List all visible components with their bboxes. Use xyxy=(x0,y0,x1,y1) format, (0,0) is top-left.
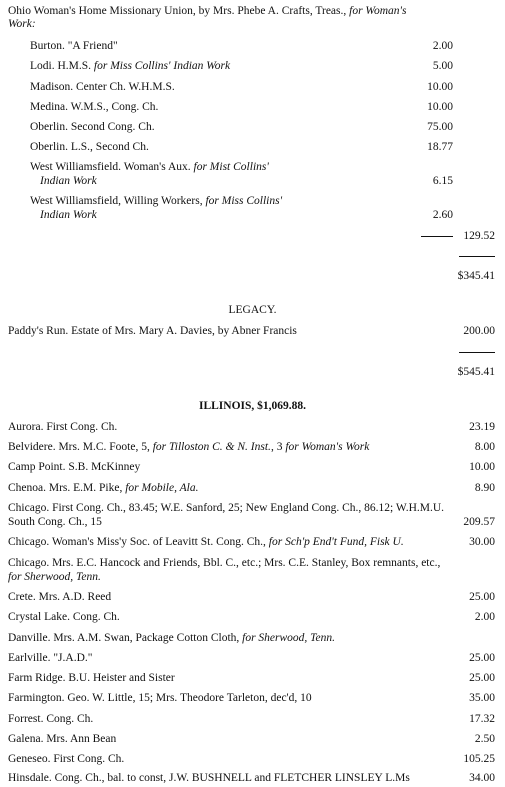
legacy-total-rule xyxy=(459,352,495,353)
illinois-entry: Farm Ridge. B.U. Heister and Sister xyxy=(8,672,175,684)
ohio-header-line-1: Ohio Woman's Home Missionary Union, by Mrs. Phebe A. Crafts, Treas., for Woman's xyxy=(8,5,407,17)
illinois-entry: Chenoa. Mrs. E.M. Pike, for Mobile, Ala. xyxy=(8,482,199,494)
ohio-item-text: Medina. W.M.S., Cong. Ch. xyxy=(30,101,159,113)
illinois-amount: 209.57 xyxy=(463,516,495,528)
illinois-amount: 8.90 xyxy=(474,482,495,494)
illinois-entry: Geneseo. First Cong. Ch. xyxy=(8,753,125,765)
ohio-item-amount: 2.00 xyxy=(432,40,453,52)
ohio-item-text: Lodi. H.M.S. for Miss Collins' Indian Work xyxy=(30,60,231,72)
illinois-amount: 34.00 xyxy=(469,772,495,784)
illinois-entry: Chicago. First Cong. Ch., 83.45; W.E. Sanford, 25; New England Cong. Ch., 86.12; W.H.M.U. xyxy=(8,502,445,514)
ohio-item-text: Burton. "A Friend" xyxy=(30,40,118,52)
total-rule xyxy=(459,256,495,257)
legacy-total: $545.41 xyxy=(457,366,495,378)
ohio-ww2-line-2: Indian Work xyxy=(40,209,97,221)
illinois-entry: Hinsdale. Cong. Ch., bal. to const, J.W. BUSHNELL and FLETCHER LINSLEY L.Ms xyxy=(8,772,410,784)
ohio-item-text: Madison. Center Ch. W.H.M.S. xyxy=(30,81,175,93)
illinois-entry: Galena. Mrs. Ann Bean xyxy=(8,733,117,745)
illinois-entry-cont: for Sherwood, Tenn. xyxy=(8,571,101,583)
illinois-entry: Aurora. First Cong. Ch. xyxy=(8,421,118,433)
illinois-entry: Farmington. Geo. W. Little, 15; Mrs. Theodore Tarleton, dec'd, 10 xyxy=(8,692,312,704)
illinois-entry: Earlville. "J.A.D." xyxy=(8,652,93,664)
illinois-amount: 17.32 xyxy=(469,713,495,725)
ohio-ww2-line-1: West Williamsfield, Willing Workers, for Miss Collins' xyxy=(30,195,283,207)
ohio-header-line-2: Work: xyxy=(8,18,36,30)
illinois-amount: 10.00 xyxy=(469,461,495,473)
ohio-subtotal: 129.52 xyxy=(463,230,495,242)
ohio-ww1-line-2: Indian Work xyxy=(40,175,97,187)
ohio-item-amount: 10.00 xyxy=(427,101,453,113)
ohio-item-amount: 75.00 xyxy=(427,121,453,133)
illinois-entry: Chicago. Woman's Miss'y Soc. of Leavitt St. Cong. Ch., for Sch'p End't Fund, Fisk U. xyxy=(8,536,404,548)
illinois-entry: Forrest. Cong. Ch. xyxy=(8,713,94,725)
illinois-amount: 105.25 xyxy=(463,753,495,765)
legacy-amount: 200.00 xyxy=(463,325,495,337)
legacy-heading: LEGACY. xyxy=(228,304,277,316)
illinois-amount: 25.00 xyxy=(469,672,495,684)
illinois-amount: 2.00 xyxy=(474,611,495,623)
ohio-item-text: Oberlin. L.S., Second Ch. xyxy=(30,141,149,153)
ohio-item-amount: 5.00 xyxy=(432,60,453,72)
illinois-entry: Chicago. Mrs. E.C. Hancock and Friends, Bbl. C., etc.; Mrs. C.E. Stanley, Box remnants, etc., xyxy=(8,557,441,569)
illinois-amount: 23.19 xyxy=(469,421,495,433)
illinois-entry-cont: South Cong. Ch., 15 xyxy=(8,516,102,528)
illinois-amount: 25.00 xyxy=(469,652,495,664)
legacy-line: Paddy's Run. Estate of Mrs. Mary A. Davies, by Abner Francis xyxy=(8,325,297,337)
ohio-ww2-amount: 2.60 xyxy=(432,209,453,221)
illinois-amount: 2.50 xyxy=(474,733,495,745)
illinois-amount: 8.00 xyxy=(474,441,495,453)
ohio-item-amount: 10.00 xyxy=(427,81,453,93)
illinois-entry: Camp Point. S.B. McKinney xyxy=(8,461,141,473)
illinois-entry: Crystal Lake. Cong. Ch. xyxy=(8,611,120,623)
subtotal-rule xyxy=(421,236,453,237)
illinois-entry: Crete. Mrs. A.D. Reed xyxy=(8,591,112,603)
ohio-total: $345.41 xyxy=(457,270,495,282)
illinois-amount: 25.00 xyxy=(469,591,495,603)
ohio-ww1-line-1: West Williamsfield. Woman's Aux. for Mist Collins' xyxy=(30,161,269,173)
ohio-item-amount: 18.77 xyxy=(427,141,453,153)
illinois-entry: Belvidere. Mrs. M.C. Foote, 5, for Tilloston C. & N. Inst., 3 for Woman's Work xyxy=(8,441,370,453)
illinois-entry: Danville. Mrs. A.M. Swan, Package Cotton Cloth, for Sherwood, Tenn. xyxy=(8,632,336,644)
ohio-item-text: Oberlin. Second Cong. Ch. xyxy=(30,121,155,133)
ohio-ww1-amount: 6.15 xyxy=(432,175,453,187)
illinois-amount: 30.00 xyxy=(469,536,495,548)
illinois-amount: 35.00 xyxy=(469,692,495,704)
illinois-heading: ILLINOIS, $1,069.88. xyxy=(198,400,307,412)
